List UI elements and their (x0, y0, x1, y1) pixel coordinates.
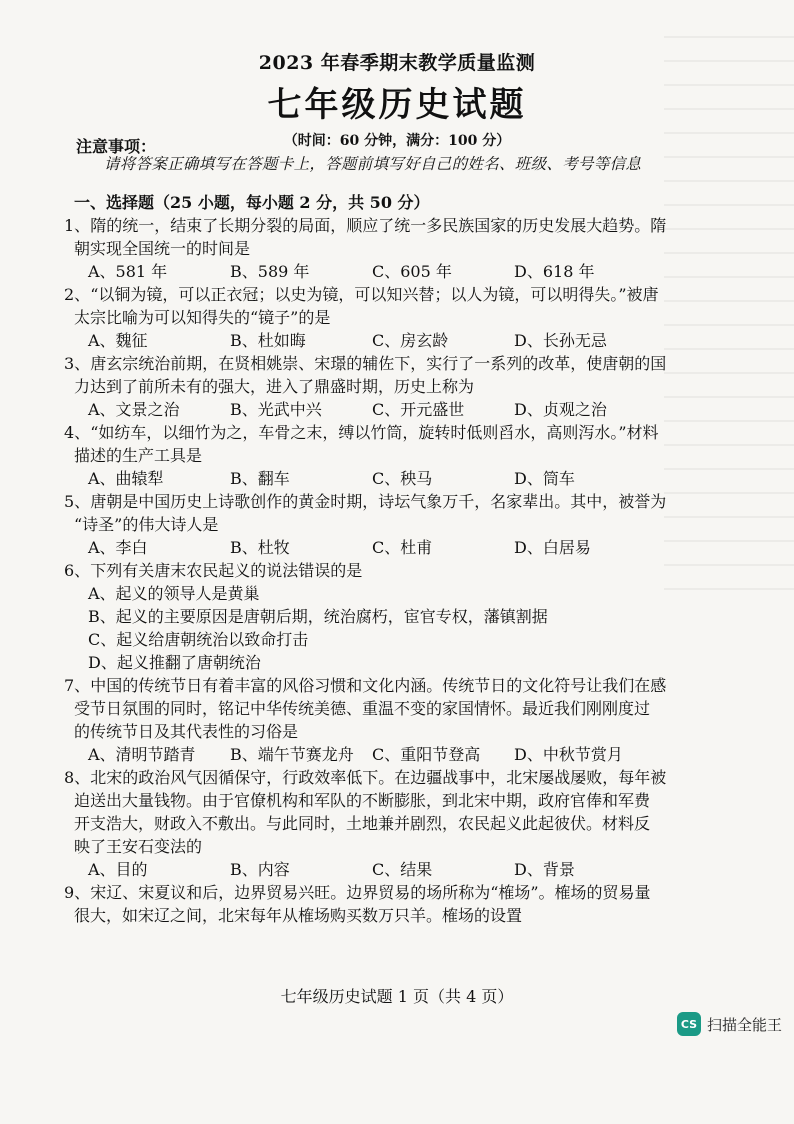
question-text: 下列有关唐末农民起义的说法错误的是 (90, 561, 363, 580)
answer-option: A、清明节踏青 (88, 745, 196, 764)
question-text: 描述的生产工具是 (74, 446, 203, 465)
question-number: 8、 (64, 768, 91, 787)
answer-option: A、目的 (88, 860, 148, 879)
exam-supertitle: 2023 年春季期末教学质量监测 (258, 52, 536, 74)
question-text: 映了王安石变法的 (74, 837, 203, 856)
camscanner-icon: CS (677, 1012, 701, 1036)
question-text: 的传统节日及其代表性的习俗是 (74, 722, 299, 741)
answer-option: C、房玄龄 (372, 331, 449, 350)
exam-time-info: （时间：60 分钟，满分：100 分） (283, 133, 511, 149)
answer-option: C、605 年 (372, 262, 452, 281)
option-row (64, 329, 714, 352)
answer-option: D、起义推翻了唐朝统治 (88, 653, 261, 672)
answer-option: C、秧马 (372, 469, 433, 488)
answer-option: D、筒车 (514, 469, 575, 488)
question-text: 力达到了前所未有的强大，进入了鼎盛时期，历史上称为 (74, 377, 475, 396)
question-item (64, 559, 714, 674)
option-row (64, 743, 714, 766)
answer-option: B、光武中兴 (230, 400, 322, 419)
section-heading: 一、选择题（25 小题，每小题 2 分，共 50 分） (74, 193, 430, 212)
question-text: 唐朝是中国历史上诗歌创作的黄金时期，诗坛气象万千，名家辈出。其中，被誉为 (90, 492, 667, 511)
question-number: 7、 (64, 676, 91, 695)
option-row (64, 858, 714, 881)
question-text: 太宗比喻为可以知得失的“镜子”的是 (74, 308, 331, 327)
notice-text: 请将答案正确填写在答题卡上，答题前填写好自己的姓名、班级、考号等信息 (104, 155, 642, 173)
question-stem-line (64, 352, 714, 375)
answer-option: B、杜如晦 (230, 331, 306, 350)
answer-option: A、李白 (88, 538, 148, 557)
question-stem-line (64, 881, 714, 904)
answer-option: A、曲辕犁 (88, 469, 164, 488)
question-stem-line (64, 513, 714, 536)
answer-option: B、翻车 (230, 469, 290, 488)
question-stem-line (64, 559, 714, 582)
option-row (64, 536, 714, 559)
question-text: 很大，如宋辽之间，北宋每年从榷场购买数万只羊。榷场的设置 (74, 906, 523, 925)
answer-option: A、581 年 (88, 262, 168, 281)
answer-option: D、618 年 (514, 262, 595, 281)
question-text: 隋的统一，结束了长期分裂的局面，顺应了统一多民族国家的历史发展大趋势。隋 (90, 216, 667, 235)
question-stem-line (64, 421, 714, 444)
question-number: 4、 (64, 423, 91, 442)
answer-option: D、中秋节赏月 (514, 745, 623, 764)
question-stem-line (64, 697, 714, 720)
question-stem-line (64, 444, 714, 467)
question-stem-line (64, 766, 714, 789)
answer-option: D、白居易 (514, 538, 591, 557)
question-list (64, 214, 714, 927)
question-text: 北宋的政治风气因循保守，行政效率低下。在边疆战事中，北宋屡战屡败，每年被 (90, 768, 667, 787)
answer-option: B、起义的主要原因是唐朝后期，统治腐朽，宦官专权，藩镇割据 (88, 607, 548, 626)
answer-option: C、结果 (372, 860, 433, 879)
question-stem-line (64, 375, 714, 398)
answer-option: B、杜牧 (230, 538, 290, 557)
question-item (64, 283, 714, 352)
question-text: 受节日氛围的同时，铭记中华传统美德、重温不变的家国情怀。最近我们刚刚度过 (74, 699, 651, 718)
question-stem-line (64, 835, 714, 858)
question-item (64, 766, 714, 881)
answer-option: B、589 年 (230, 262, 310, 281)
question-text: 宋辽、宋夏议和后，边界贸易兴旺。边界贸易的场所称为“榷场”。榷场的贸易量 (90, 883, 651, 902)
question-item (64, 490, 714, 559)
question-stem-line (64, 214, 714, 237)
answer-option: C、杜甫 (372, 538, 433, 557)
question-text: 朝实现全国统一的时间是 (74, 239, 251, 258)
question-stem-line (64, 720, 714, 743)
question-text: “以铜为镜，可以正衣冠；以史为镜，可以知兴替；以人为镜，可以明得失。”被唐 (90, 285, 659, 304)
page-footer: 七年级历史试题 1 页（共 4 页） (280, 987, 514, 1006)
question-item (64, 421, 714, 490)
question-text: 开支浩大，财政入不敷出。与此同时，土地兼并剧烈，农民起义此起彼伏。材料反 (74, 814, 651, 833)
answer-option: D、长孙无忌 (514, 331, 607, 350)
option-row (64, 398, 714, 421)
question-stem-line (64, 789, 714, 812)
answer-option: C、起义给唐朝统治以致命打击 (88, 630, 309, 649)
option-row (64, 467, 714, 490)
option-row (64, 260, 714, 283)
answer-option: A、魏征 (88, 331, 148, 350)
question-stem-line (64, 674, 714, 697)
answer-option: D、背景 (514, 860, 575, 879)
question-number: 5、 (64, 492, 91, 511)
answer-option: C、开元盛世 (372, 400, 465, 419)
question-item (64, 881, 714, 927)
question-stem-line (64, 306, 714, 329)
answer-option: D、贞观之治 (514, 400, 607, 419)
question-number: 9、 (64, 883, 91, 902)
question-stem-line (64, 283, 714, 306)
exam-title: 七年级历史试题 (267, 85, 527, 125)
question-number: 6、 (64, 561, 91, 580)
question-number: 3、 (64, 354, 91, 373)
question-stem-line (64, 490, 714, 513)
answer-option: B、端午节赛龙舟 (230, 745, 354, 764)
question-text: 中国的传统节日有着丰富的风俗习惯和文化内涵。传统节日的文化符号让我们在感 (90, 676, 667, 695)
answer-option: B、内容 (230, 860, 290, 879)
question-stem-line (64, 904, 714, 927)
question-stem-line (64, 812, 714, 835)
question-item (64, 352, 714, 421)
answer-option: C、重阳节登高 (372, 745, 481, 764)
watermark-text: 扫描全能王 (706, 1015, 782, 1034)
question-number: 2、 (64, 285, 91, 304)
question-text: 唐玄宗统治前期，在贤相姚崇、宋璟的辅佐下，实行了一系列的改革，使唐朝的国 (90, 354, 667, 373)
question-stem-line (64, 237, 714, 260)
answer-option: A、起义的领导人是黄巢 (88, 584, 260, 603)
question-number: 1、 (64, 216, 91, 235)
question-text: “如纺车，以细竹为之，车骨之末，缚以竹筒，旋转时低则舀水，高则泻水。”材料 (90, 423, 659, 442)
question-text: 迫送出大量钱物。由于官僚机构和军队的不断膨胀，到北宋中期，政府官俸和军费 (74, 791, 651, 810)
answer-option: A、文景之治 (88, 400, 180, 419)
question-item (64, 674, 714, 766)
scanner-watermark (677, 1012, 782, 1036)
question-item (64, 214, 714, 283)
question-text: “诗圣”的伟大诗人是 (74, 515, 219, 534)
notice-heading: 注意事项： (76, 137, 157, 156)
